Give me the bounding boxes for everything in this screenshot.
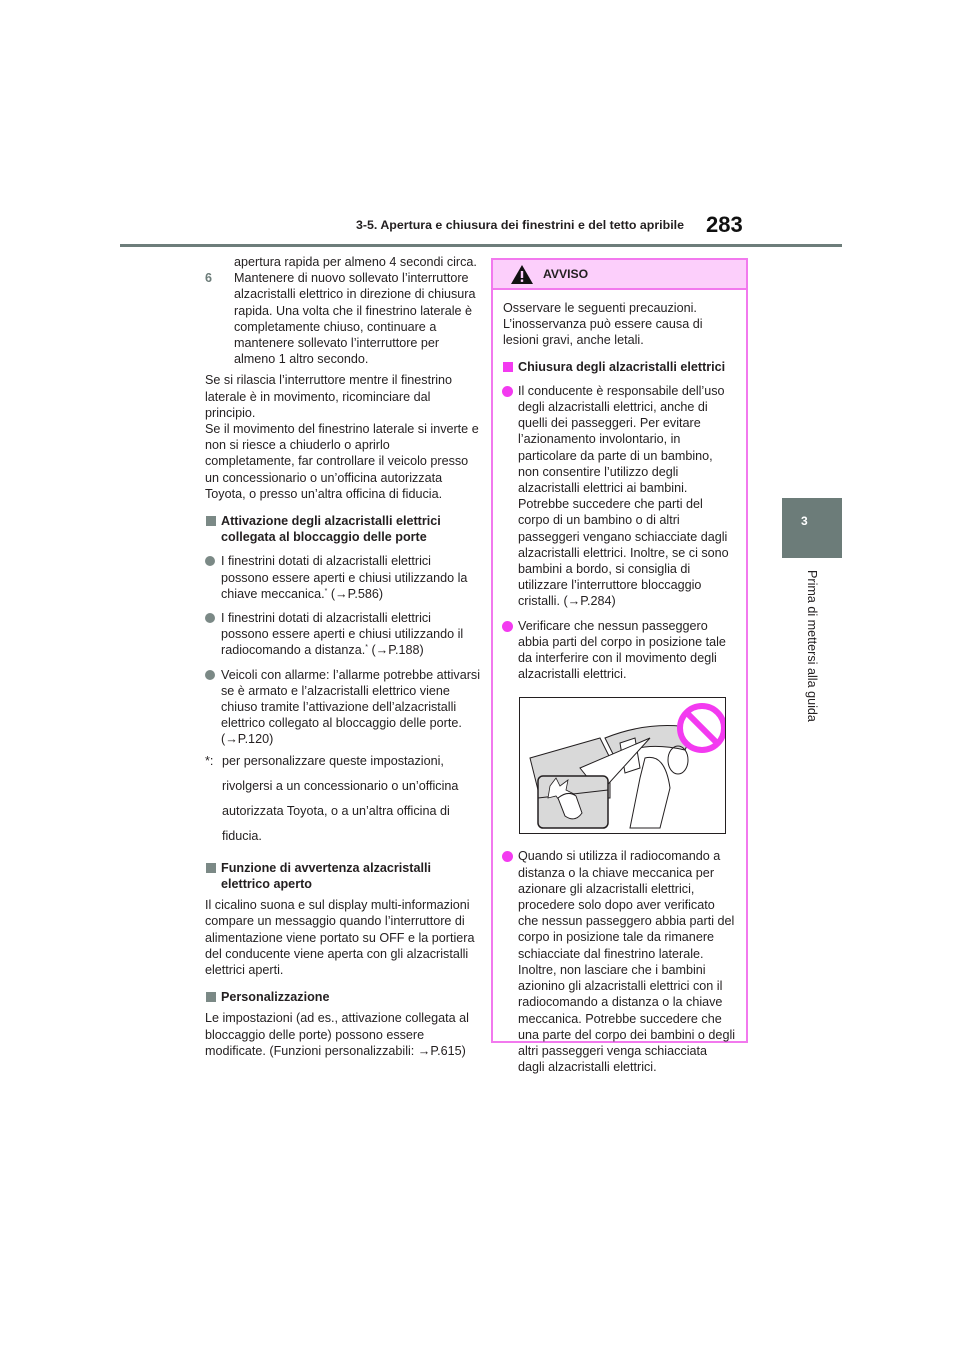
page-reference-link[interactable]: (→P.188) <box>371 643 424 658</box>
circle-bullet-icon <box>502 386 513 397</box>
warning-body <box>493 290 746 1075</box>
warning-heading: Chiusura degli alzacristalli elettrici <box>503 359 736 375</box>
bullet-item: Veicoli con allarme: l’allarme potrebbe attivarsi se è armato e l’alzacristalli elettrico viene chiuso tramite l’attivazione dell’alzacristalli elettrico collegato al bloccaggio delle porte. (→P.120) <box>205 667 480 748</box>
section-text: Il cicalino suona e sul display multi-informazioni compare un messaggio quando l’interruttore di alimentazione viene portato su OFF e la portiera del conducente viene aperta con gli alzacristalli elettrici aperti. <box>205 898 475 977</box>
section-heading-customization: Personalizzazione <box>205 989 480 1005</box>
circle-bullet-icon <box>205 670 215 680</box>
chapter-label: Prima di mettersi alla guida <box>805 570 819 722</box>
step-continuation: apertura rapida per almeno 4 secondi circa. <box>234 255 477 269</box>
square-bullet-icon <box>503 362 513 372</box>
square-bullet-icon <box>206 992 216 1002</box>
footnote-mark: * <box>365 644 368 652</box>
paragraph-restart: Se si rilascia l’interruttore mentre il finestrino laterale è in movimento, ricominciare dal principio. <box>205 373 453 420</box>
circle-bullet-icon <box>205 556 215 566</box>
page-reference-link[interactable]: →P.615) <box>417 1043 466 1058</box>
footnote-marker: *: <box>205 753 214 768</box>
section-heading-door-lock: Attivazione degli alzacristalli elettrici collegata al bloccaggio delle porte <box>205 513 480 545</box>
footnote: *: per personalizzare queste impostazioni, rivolgersi a un concessionario o un’officina autorizzata Toyota, o a un’altra officina di fiducia. <box>205 749 480 849</box>
chapter-number: 3 <box>801 514 808 528</box>
chapter-tab[interactable] <box>782 498 842 558</box>
left-column <box>205 254 480 1059</box>
step-6 <box>205 270 480 367</box>
warning-bullet: Quando si utilizza il radiocomando a distanza o la chiave meccanica per azionare gli alzacristalli elettrici, procedere solo dopo aver verificato che nessun passeggero abbia parti del corpo in posizione tale da rimanere schiacciate dal finestrino laterale. Inoltre, non lasciare che i bambini azionino gli alzacristalli elettrici con il radiocomando a distanza o la chiave meccanica. Potrebbe succedere che una parte del corpo dei bambini o degli altri passeggeri venga schiacciata dagli alzacristalli elettrici. <box>503 848 736 1075</box>
circle-bullet-icon <box>502 851 513 862</box>
step-text: Mantenere di nuovo sollevato l’interruttore alzacristalli elettrico in direzione di chiusura rapida. Una volta che il finestrino laterale è completamente chiuso, continuare a mantenere sollevato l’interruttore per almeno 1 altro secondo. <box>234 271 476 367</box>
step-number: 6 <box>205 271 213 286</box>
footnote-mark: * <box>324 587 328 595</box>
section-heading-open-window-warning: Funzione di avvertenza alzacristalli elettrico aperto <box>205 860 480 892</box>
circle-bullet-icon <box>205 613 215 623</box>
header-title: 3-5. Apertura e chiusura dei finestrini e del tetto apribile <box>356 218 684 232</box>
page-reference-link[interactable]: (→P.586) <box>330 586 384 601</box>
header-rule <box>120 244 842 247</box>
warning-intro: Osservare le seguenti precauzioni. L’inosservanza può essere causa di lesioni gravi, anche letali. <box>503 301 703 348</box>
warning-triangle-icon <box>511 265 533 289</box>
bullet-item: I finestrini dotati di alzacristalli elettrici possono essere aperti e chiusi utilizzando la chiave meccanica.* (→P.586) <box>205 553 480 602</box>
paragraph-service: Se il movimento del finestrino laterale si inverte e non si riesce a chiuderlo o aprirlo completamente, far controllare il veicolo presso un concessionario o un’officina autorizzata Toyota, o presso un’altra officina di fiducia. <box>205 422 479 501</box>
warning-illustration <box>519 697 726 834</box>
warning-box <box>491 258 748 1075</box>
warning-bullet: Il conducente è responsabile dell’uso degli alzacristalli elettrici, anche di quelli dei passeggeri. Per evitare l’azionamento involontario, in particolare da parte di un bambino, non consentire l’utilizzo degli alzacristalli elettrici ai bambini. Potrebbe succedere che parti del corpo di un bambino o di altri passeggeri vengano schiacciate dagli alzacristalli elettrici. Inoltre, se ci sono bambini a bordo, si consiglia di utilizzare l’interruttore bloccaggio cristalli. (→P.284) <box>503 383 736 610</box>
section-text: Le impostazioni (ad es., attivazione collegata al bloccaggio delle porte) possono essere modificate. (Funzioni personalizzabili: →P.615) <box>205 1011 469 1058</box>
page-number: 283 <box>706 212 743 237</box>
warning-bullet: Verificare che nessun passeggero abbia parti del corpo in posizione tale da interferire con il movimento degli alzacristalli elettrici. <box>503 618 736 683</box>
bullet-item: I finestrini dotati di alzacristalli elettrici possono essere aperti e chiusi utilizzando il radiocomando a distanza.* (→P.188) <box>205 610 480 659</box>
warning-title: AVVISO <box>543 267 589 281</box>
page-reference-link[interactable]: (→P.120) <box>221 732 274 747</box>
circle-bullet-icon <box>502 621 513 632</box>
square-bullet-icon <box>206 516 216 526</box>
car-interior-drawing-icon <box>520 698 725 833</box>
warning-header <box>493 260 746 290</box>
square-bullet-icon <box>206 863 216 873</box>
